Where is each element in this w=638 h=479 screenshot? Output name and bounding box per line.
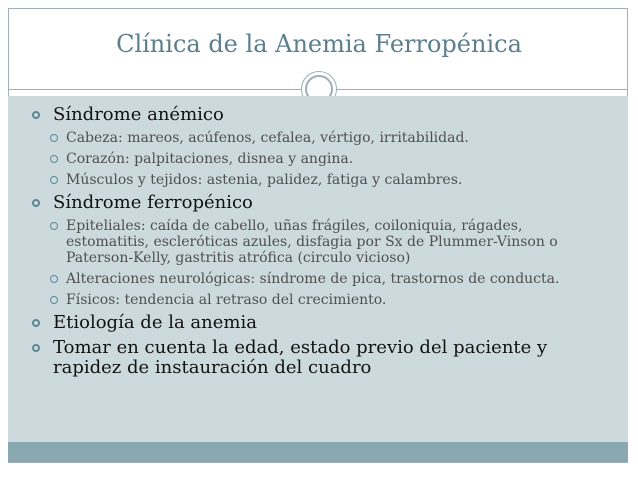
sub-item-label: Físicos: tendencia al retraso del crecimiento.: [66, 292, 387, 308]
sub-item-label: Músculos y tejidos: astenia, palidez, fatiga y calambres.: [66, 172, 463, 188]
list-item-label: Síndrome anémico: [53, 104, 224, 125]
list-item-line: Tomar en cuenta la edad, estado previo del paciente y: [53, 337, 548, 358]
sub-item-epiteliales: [8, 218, 628, 266]
sub-item-cabeza: [8, 130, 628, 146]
sub-item-label: Cabeza: mareos, acúfenos, cefalea, vértigo, irritabilidad.: [66, 130, 469, 146]
content-panel: [8, 96, 628, 442]
sub-bullet-icon: [50, 222, 58, 230]
sub-item-label: Corazón: palpitaciones, disnea y angina.: [66, 151, 354, 167]
list-item-sindrome-anemico: [8, 105, 628, 125]
sub-item-musculos: [8, 172, 628, 188]
sub-bullet-icon: [50, 176, 58, 184]
sub-item-label: Alteraciones neurológicas: síndrome de pica, trastornos de conducta.: [66, 271, 560, 287]
slide-title: Clínica de la Anemia Ferropénica: [116, 30, 522, 58]
list-item-sindrome-ferropenico: [8, 193, 628, 213]
list-item-etiologia: [8, 313, 628, 333]
bullet-icon: [32, 199, 40, 207]
bullet-icon: [32, 344, 40, 352]
sub-bullet-icon: [50, 296, 58, 304]
sub-item-line: Epiteliales: caída de cabello, uñas frágiles, coiloniquia, rágades,: [66, 218, 523, 234]
sub-item-line: Paterson-Kelly, gastritis atrófica (circulo vicioso): [66, 250, 411, 266]
sub-bullet-icon: [50, 134, 58, 142]
bullet-list: [8, 105, 628, 383]
list-item-label: Etiología de la anemia: [53, 312, 257, 333]
sub-item-corazon: [8, 151, 628, 167]
footer-bar: [8, 442, 628, 462]
sub-item-line: estomatitis, escleróticas azules, disfagia por Sx de Plummer-Vinson o: [66, 234, 558, 250]
list-item-tomar-en-cuenta: [8, 338, 628, 378]
sub-bullet-icon: [50, 155, 58, 163]
sub-bullet-icon: [50, 275, 58, 283]
sub-item-fisicos: [8, 292, 628, 308]
list-item-line: rapidez de instauración del cuadro: [53, 357, 372, 378]
list-item-label: Síndrome ferropénico: [53, 192, 253, 213]
bullet-icon: [32, 111, 40, 119]
bullet-icon: [32, 319, 40, 327]
sub-item-alteraciones-neurologicas: [8, 271, 628, 287]
